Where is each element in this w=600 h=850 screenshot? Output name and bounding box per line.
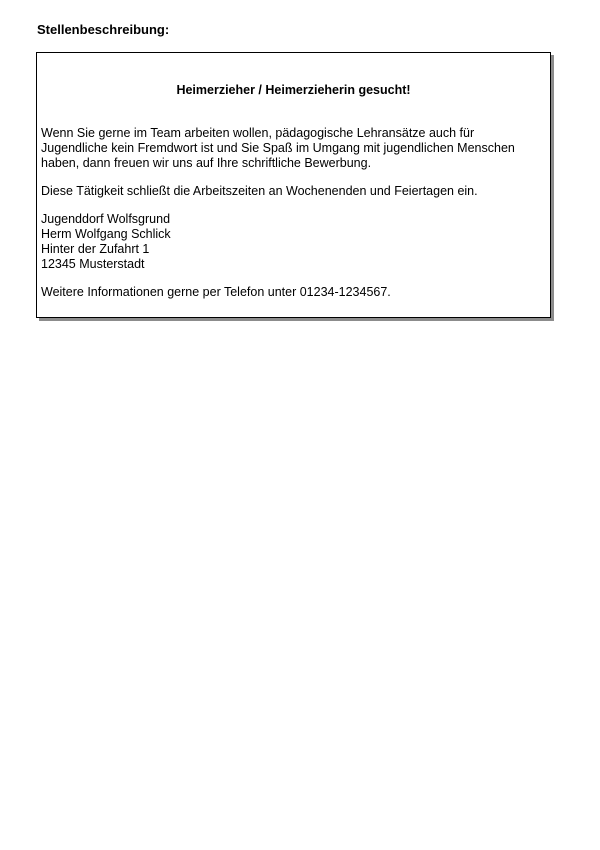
- address-line: Hinter der Zufahrt 1: [41, 242, 150, 256]
- intro-line: Jugendliche kein Fremdwort ist und Sie Spaß im Umgang mit jugendlichen Menschen: [41, 141, 515, 155]
- intro-paragraph: [41, 126, 541, 171]
- working-hours-paragraph: [41, 184, 541, 199]
- address-line: Herm Wolfgang Schlick: [41, 227, 171, 241]
- job-description-box: [36, 52, 551, 318]
- address-line: 12345 Musterstadt: [41, 257, 145, 271]
- intro-line: haben, dann freuen wir uns auf Ihre schriftliche Bewerbung.: [41, 156, 372, 170]
- section-label: Stellenbeschreibung:: [37, 22, 170, 37]
- intro-line: Wenn Sie gerne im Team arbeiten wollen, pädagogische Lehransätze auch für: [41, 126, 475, 140]
- working-hours-text: Diese Tätigkeit schließt die Arbeitszeiten an Wochenenden und Feiertagen ein.: [41, 184, 478, 198]
- contact-text: Weitere Informationen gerne per Telefon unter 01234-1234567.: [41, 285, 391, 299]
- address-line: Jugenddorf Wolfsgrund: [41, 212, 171, 226]
- contact-paragraph: [41, 285, 541, 300]
- address-block: [41, 212, 541, 272]
- job-title: Heimerzieher / Heimerzieherin gesucht!: [176, 83, 411, 97]
